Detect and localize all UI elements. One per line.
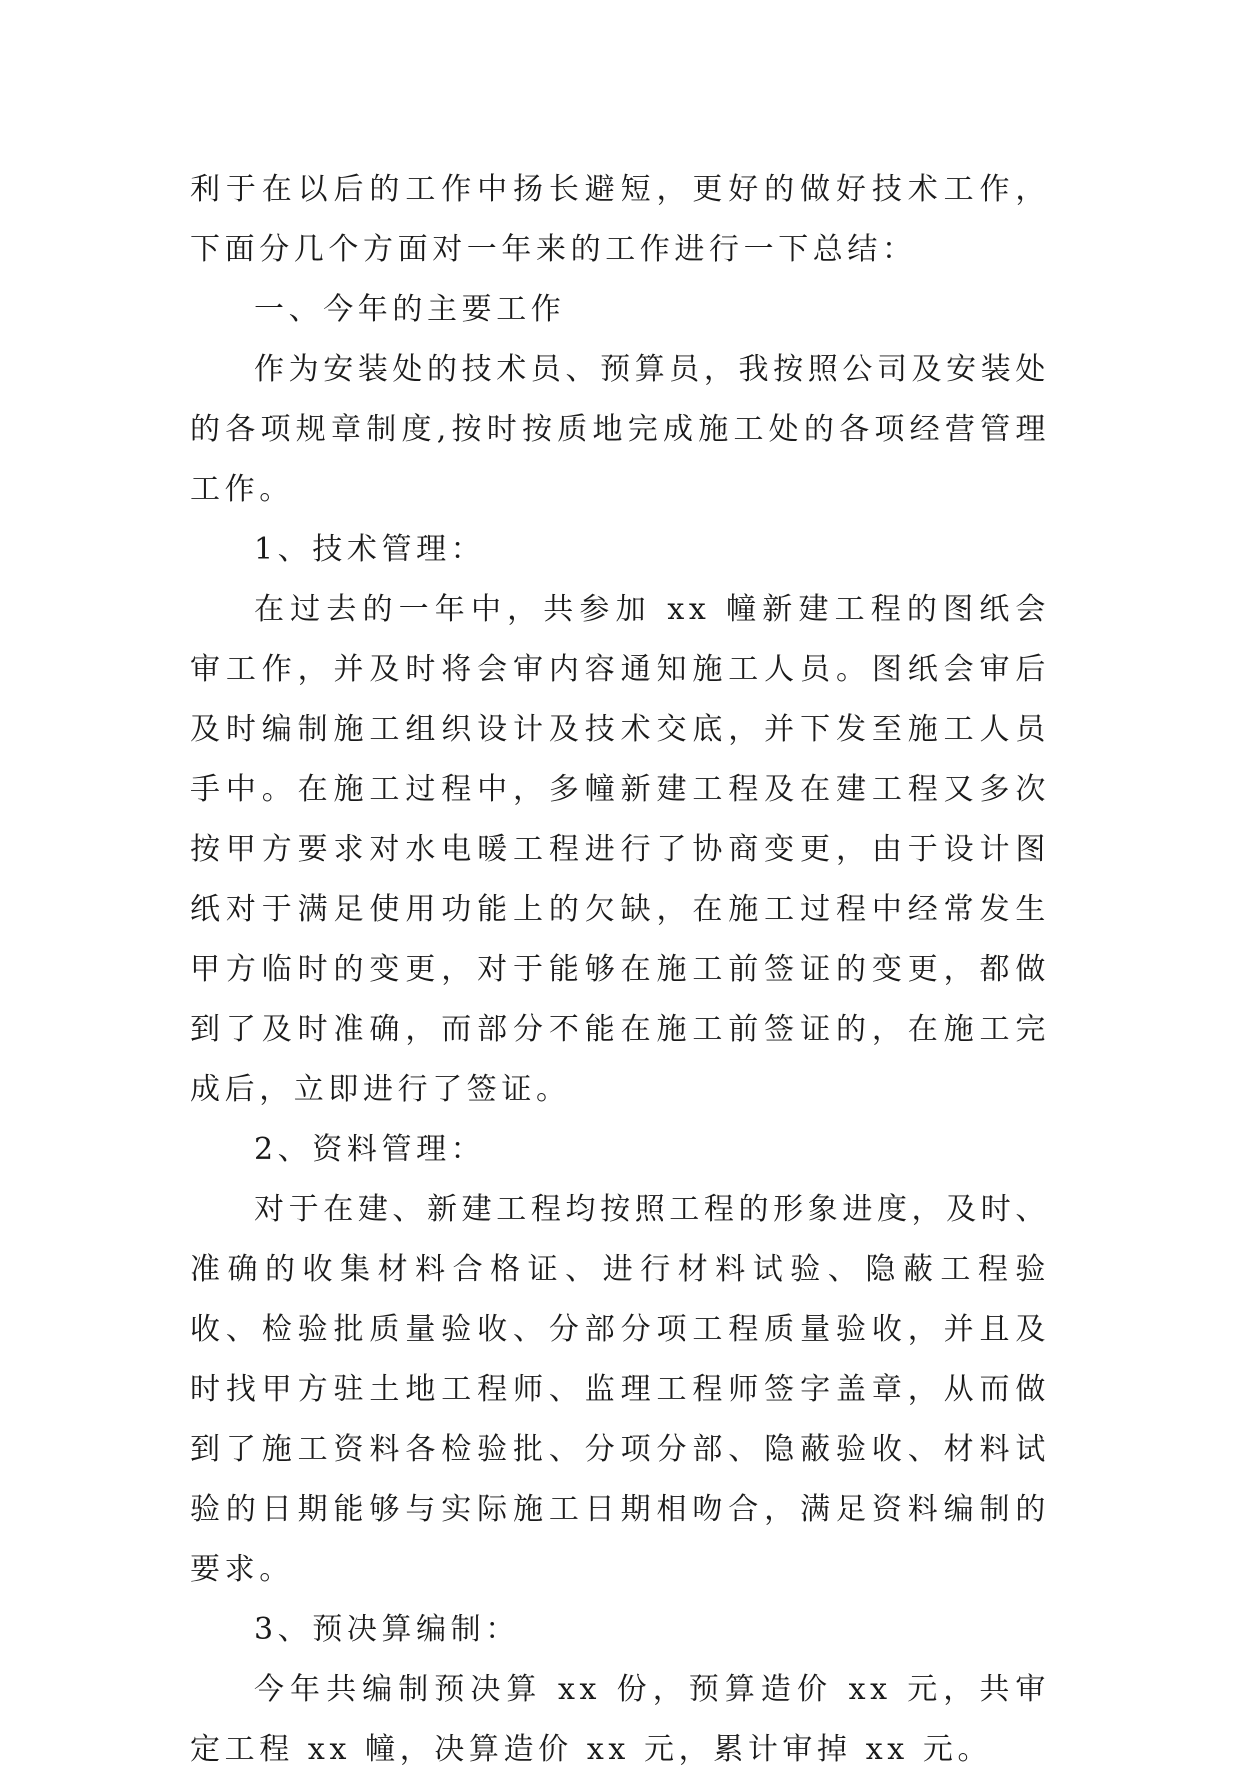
paragraph-technical-management: 在过去的一年中，共参加 xx 幢新建工程的图纸会审工作，并及时将会审内容通知施工人员。图纸会审后及时编制施工组织设计及技术交底，并下发至施工人员手中。在施工过程中，多幢新建工程及在建工程又多次按甲方要求对水电暖工程进行了协商变更，由于设计图纸对于满足使用功能上的欠缺，在施工过程中经常发生甲方临时的变更，对于能够在施工前签证的变更，都做到了及时准确，而部分不能在施工前签证的，在施工完成后，立即进行了签证。 <box>190 592 1050 1107</box>
paragraph-intro-continued: 利于在以后的工作中扬长避短，更好的做好技术工作，下面分几个方面对一年来的工作进行一下总结： <box>190 172 1050 267</box>
subheading-document-management: 2、资料管理： <box>254 1132 486 1167</box>
document-body <box>190 160 1050 1780</box>
subheading-technical-management: 1、技术管理： <box>254 532 486 567</box>
paragraph-document-management: 对于在建、新建工程均按照工程的形象进度，及时、准确的收集材料合格证、进行材料试验、隐蔽工程验收、检验批质量验收、分部分项工程质量验收，并且及时找甲方驻土地工程师、监理工程师签字盖章，从而做到了施工资料各检验批、分项分部、隐蔽验收、材料试验的日期能够与实际施工日期相吻合，满足资料编制的要求。 <box>190 1192 1050 1587</box>
subheading-budget-preparation: 3、预决算编制： <box>254 1612 520 1647</box>
section-heading-main-work: 一、今年的主要工作 <box>254 292 566 327</box>
paragraph-role-description: 作为安装处的技术员、预算员，我按照公司及安装处的各项规章制度,按时按质地完成施工处的各项经营管理工作。 <box>190 352 1050 507</box>
paragraph-budget-preparation: 今年共编制预决算 xx 份，预算造价 xx 元，共审定工程 xx 幢，决算造价 xx 元，累计审掉 xx 元。 <box>190 1672 1050 1767</box>
